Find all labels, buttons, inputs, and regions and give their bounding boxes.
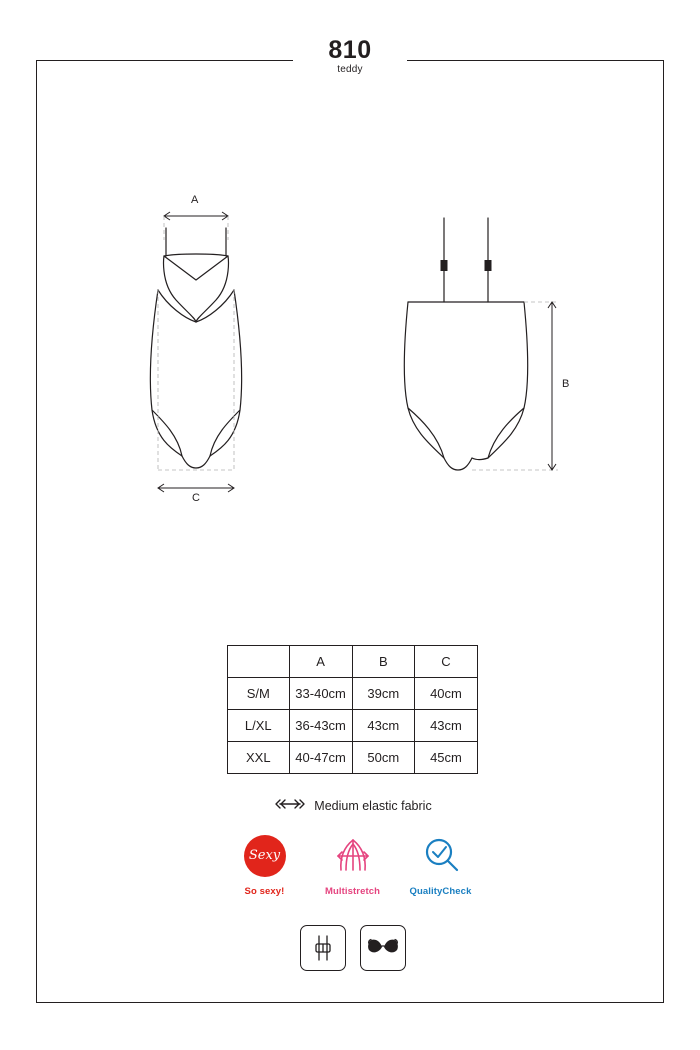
care-icons	[227, 925, 478, 971]
sexy-circle-icon	[232, 833, 298, 879]
magnifier-check-icon	[408, 833, 474, 879]
cell-c: 43cm	[414, 710, 477, 742]
table-header-c: C	[414, 646, 477, 678]
sexy-circle-text: Sexy	[244, 835, 286, 877]
front-view-svg	[96, 170, 316, 540]
table-header-a: A	[289, 646, 352, 678]
multistretch-icon	[320, 833, 386, 879]
badge-label-multistretch: Multistretch	[324, 886, 381, 897]
bra-icon	[360, 925, 406, 971]
cell-a: 36-43cm	[289, 710, 352, 742]
cell-c: 45cm	[414, 742, 477, 774]
back-view-technical-drawing	[376, 170, 596, 545]
hanging-strap-icon	[300, 925, 346, 971]
cell-size: S/M	[228, 678, 290, 710]
elastic-note-text: Medium elastic fabric	[314, 799, 432, 813]
double-arrow-icon	[273, 797, 307, 815]
badge-label-quality-check: QualityCheck	[409, 886, 472, 897]
cell-a: 33-40cm	[289, 678, 352, 710]
badge-label-so-sexy: So sexy!	[244, 886, 285, 897]
table-row	[228, 710, 478, 742]
technical-drawings	[36, 170, 664, 570]
cell-size: XXL	[228, 742, 290, 774]
table-row	[228, 742, 478, 774]
title-block	[293, 34, 407, 96]
dimension-label-a: A	[191, 194, 199, 206]
front-view-technical-drawing	[96, 170, 316, 545]
cell-a: 40-47cm	[289, 742, 352, 774]
badge-multistretch	[320, 833, 386, 897]
table-header-b: B	[352, 646, 414, 678]
dimension-label-c: C	[192, 492, 200, 504]
table-header-size	[228, 646, 290, 678]
elastic-fabric-note	[227, 797, 478, 815]
product-type: teddy	[337, 64, 363, 75]
badge-quality-check	[408, 833, 474, 897]
product-number: 810	[328, 36, 372, 64]
cell-b: 39cm	[352, 678, 414, 710]
feature-badges	[227, 833, 478, 897]
cell-b: 43cm	[352, 710, 414, 742]
cell-b: 50cm	[352, 742, 414, 774]
cell-c: 40cm	[414, 678, 477, 710]
dimension-label-b: B	[562, 378, 570, 390]
table-row	[228, 678, 478, 710]
cell-size: L/XL	[228, 710, 290, 742]
size-table	[227, 645, 478, 774]
table-header-row	[228, 646, 478, 678]
badge-so-sexy	[232, 833, 298, 897]
back-view-svg	[376, 170, 596, 540]
